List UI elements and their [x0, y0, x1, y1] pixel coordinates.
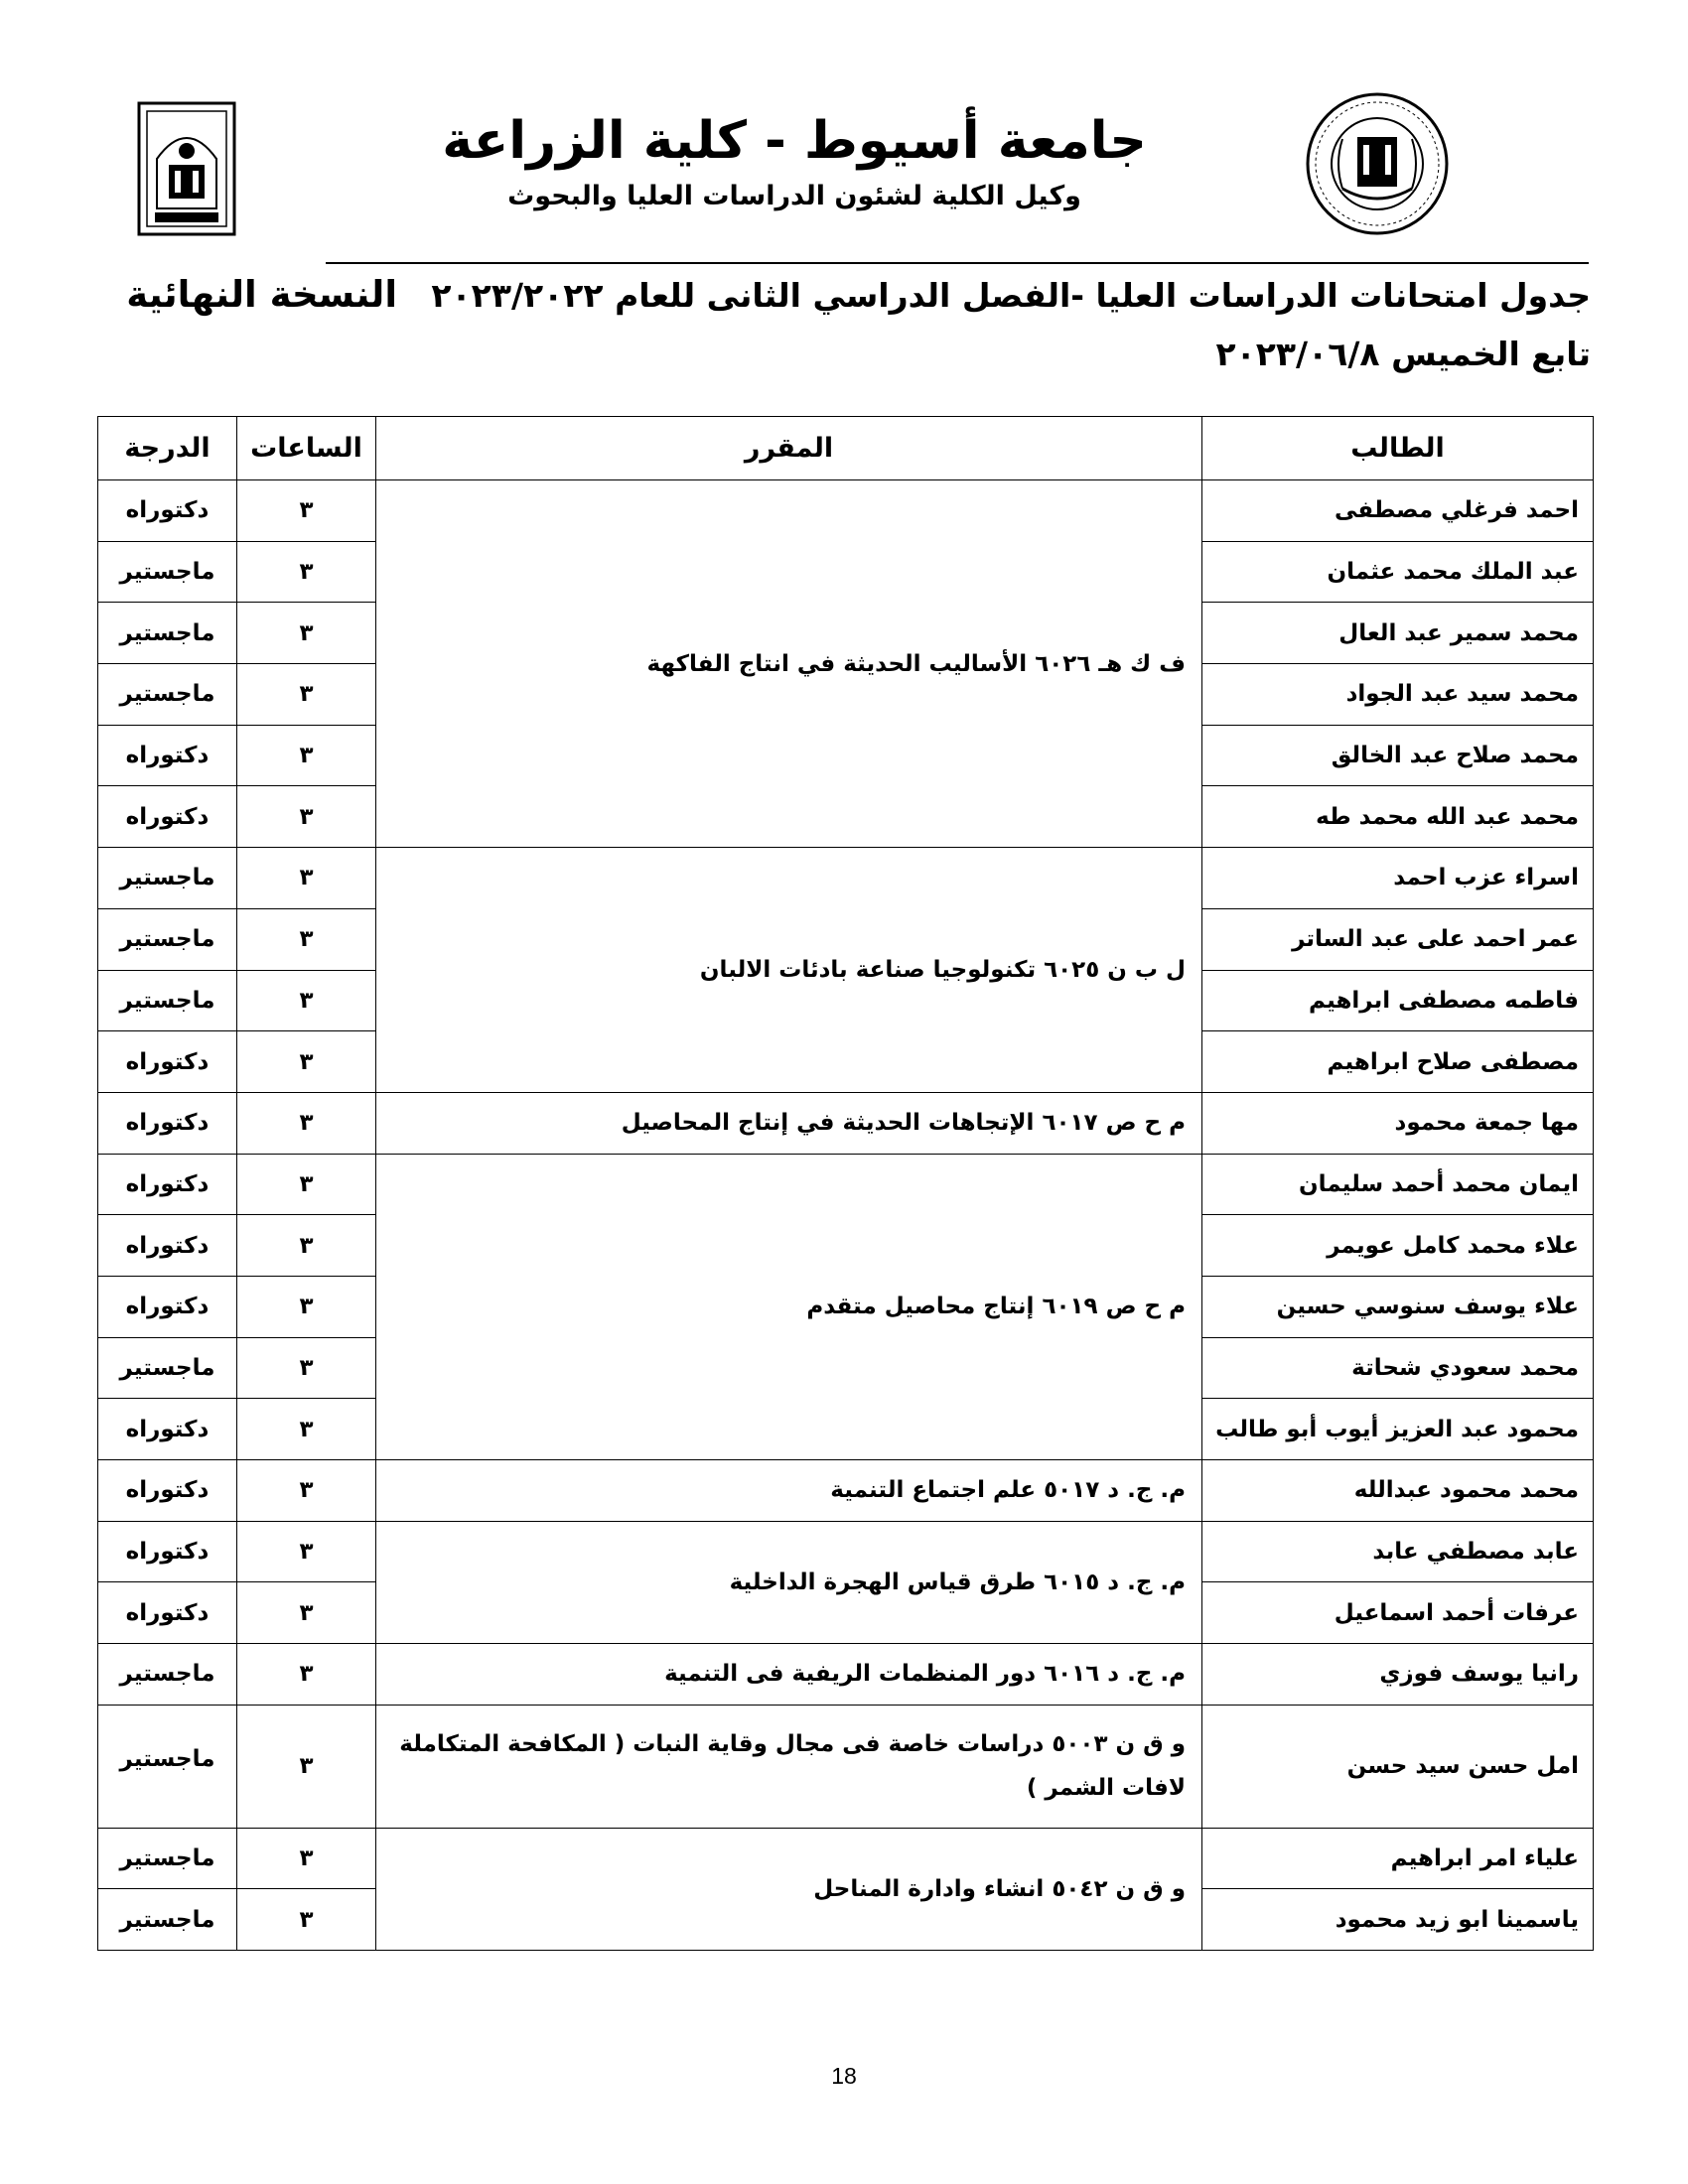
credit-hours: ٣ — [237, 725, 376, 786]
student-name: ياسمينا ابو زيد محمود — [1202, 1889, 1594, 1951]
degree: ماجستير — [98, 970, 237, 1031]
degree: ماجستير — [98, 1889, 237, 1951]
final-copy-label: النسخة النهائية — [126, 273, 397, 316]
course-cell: ل ب ن ٦٠٢٥ تكنولوجيا صناعة بادئات الالبان — [376, 848, 1202, 1093]
credit-hours: ٣ — [237, 1031, 376, 1093]
degree: ماجستير — [98, 1705, 237, 1828]
course-cell: م ح ص ٦٠١٧ الإتجاهات الحديثة في إنتاج المحاصيل — [376, 1092, 1202, 1154]
degree: دكتوراه — [98, 1399, 237, 1460]
table-header-row — [98, 417, 1594, 480]
credit-hours: ٣ — [237, 1399, 376, 1460]
student-name: عرفات أحمد اسماعيل — [1202, 1582, 1594, 1644]
university-faculty-title: جامعة أسيوط - كلية الزراعة — [442, 111, 1147, 171]
credit-hours: ٣ — [237, 1521, 376, 1582]
student-name: محمد محمود عبدالله — [1202, 1460, 1594, 1522]
student-name: احمد فرغلي مصطفى — [1202, 480, 1594, 542]
student-name: محمد سعودي شحاتة — [1202, 1337, 1594, 1399]
degree: دكتوراه — [98, 1276, 237, 1337]
credit-hours: ٣ — [237, 1215, 376, 1277]
student-name: عبد الملك محمد عثمان — [1202, 541, 1594, 603]
student-name: محمد عبد الله محمد طه — [1202, 786, 1594, 848]
faculty-of-agriculture-seal — [1303, 89, 1452, 238]
credit-hours: ٣ — [237, 1092, 376, 1154]
degree: ماجستير — [98, 1644, 237, 1706]
credit-hours: ٣ — [237, 848, 376, 909]
credit-hours: ٣ — [237, 1644, 376, 1706]
degree: ماجستير — [98, 541, 237, 603]
student-name: عمر احمد على عبد الساتر — [1202, 908, 1594, 970]
student-name: رانيا يوسف فوزي — [1202, 1644, 1594, 1706]
credit-hours: ٣ — [237, 908, 376, 970]
credit-hours: ٣ — [237, 786, 376, 848]
table-row — [98, 1644, 1594, 1706]
course-cell: م ح ص ٦٠١٩ إنتاج محاصيل متقدم — [376, 1154, 1202, 1459]
degree: دكتوراه — [98, 1521, 237, 1582]
credit-hours: ٣ — [237, 664, 376, 726]
credit-hours: ٣ — [237, 480, 376, 542]
table-row — [98, 1154, 1594, 1215]
student-name: عابد مصطفي عابد — [1202, 1521, 1594, 1582]
credit-hours: ٣ — [237, 1276, 376, 1337]
student-name: علاء يوسف سنوسي حسين — [1202, 1276, 1594, 1337]
credit-hours: ٣ — [237, 1828, 376, 1889]
table-row — [98, 848, 1594, 909]
exam-day-date: تابع الخميس ٢٠٢٣/٠٦/٨ — [1215, 335, 1591, 373]
degree: دكتوراه — [98, 1154, 237, 1215]
student-name: علاء محمد كامل عويمر — [1202, 1215, 1594, 1277]
credit-hours: ٣ — [237, 1337, 376, 1399]
degree: ماجستير — [98, 908, 237, 970]
exam-schedule-table — [97, 416, 1594, 1951]
vice-dean-subtitle: وكيل الكلية لشئون الدراسات العليا والبحوث — [507, 181, 1081, 211]
header-student: الطالب — [1202, 417, 1594, 480]
course-cell: م. ج. د ٥٠١٧ علم اجتماع التنمية — [376, 1460, 1202, 1522]
table-row — [98, 1828, 1594, 1889]
credit-hours: ٣ — [237, 1154, 376, 1215]
degree: ماجستير — [98, 1337, 237, 1399]
degree: دكتوراه — [98, 1031, 237, 1093]
schedule-title: جدول امتحانات الدراسات العليا -الفصل الدراسي الثانى للعام ٢٠٢٣/٢٠٢٢ — [431, 276, 1591, 315]
credit-hours: ٣ — [237, 970, 376, 1031]
degree: دكتوراه — [98, 1215, 237, 1277]
degree: دكتوراه — [98, 725, 237, 786]
header-degree: الدرجة — [98, 417, 237, 480]
student-name: اسراء عزب احمد — [1202, 848, 1594, 909]
degree: دكتوراه — [98, 480, 237, 542]
page-number: 18 — [831, 2063, 857, 2089]
student-name: مصطفى صلاح ابراهيم — [1202, 1031, 1594, 1093]
table-row — [98, 1092, 1594, 1154]
table-row — [98, 1705, 1594, 1828]
credit-hours: ٣ — [237, 541, 376, 603]
course-cell: و ق ن ٥٠٤٢ انشاء وادارة المناحل — [376, 1828, 1202, 1950]
header-hours: الساعات — [237, 417, 376, 480]
student-name: ايمان محمد أحمد سليمان — [1202, 1154, 1594, 1215]
credit-hours: ٣ — [237, 1582, 376, 1644]
degree: ماجستير — [98, 1828, 237, 1889]
student-name: مها جمعة محمود — [1202, 1092, 1594, 1154]
course-cell: ف ك هـ ٦٠٢٦ الأساليب الحديثة في انتاج الفاكهة — [376, 480, 1202, 848]
degree: دكتوراه — [98, 1092, 237, 1154]
degree: ماجستير — [98, 603, 237, 664]
student-name: محمود عبد العزيز أيوب أبو طالب — [1202, 1399, 1594, 1460]
course-cell: م. ج. د ٦٠١٦ دور المنظمات الريفية فى التنمية — [376, 1644, 1202, 1706]
credit-hours: ٣ — [237, 603, 376, 664]
credit-hours: ٣ — [237, 1460, 376, 1522]
header-course: المقرر — [376, 417, 1202, 480]
student-name: محمد سمير عبد العال — [1202, 603, 1594, 664]
student-name: فاطمه مصطفى ابراهيم — [1202, 970, 1594, 1031]
table-row — [98, 1521, 1594, 1582]
assiut-university-logo — [135, 99, 238, 238]
degree: دكتوراه — [98, 786, 237, 848]
student-name: محمد سيد عبد الجواد — [1202, 664, 1594, 726]
credit-hours: ٣ — [237, 1889, 376, 1951]
course-cell: و ق ن ٥٠٠٣ دراسات خاصة فى مجال وقاية النبات ( المكافحة المتكاملة لافات الشمر ) — [376, 1705, 1202, 1828]
degree: دكتوراه — [98, 1582, 237, 1644]
student-name: محمد صلاح عبد الخالق — [1202, 725, 1594, 786]
credit-hours: ٣ — [237, 1705, 376, 1828]
table-row — [98, 1460, 1594, 1522]
course-cell: م. ج. د ٦٠١٥ طرق قياس الهجرة الداخلية — [376, 1521, 1202, 1643]
student-name: امل حسن سيد حسن — [1202, 1705, 1594, 1828]
student-name: علياء امر ابراهيم — [1202, 1828, 1594, 1889]
degree: دكتوراه — [98, 1460, 237, 1522]
degree: ماجستير — [98, 848, 237, 909]
table-row — [98, 480, 1594, 542]
degree: ماجستير — [98, 664, 237, 726]
header-divider — [326, 262, 1589, 264]
